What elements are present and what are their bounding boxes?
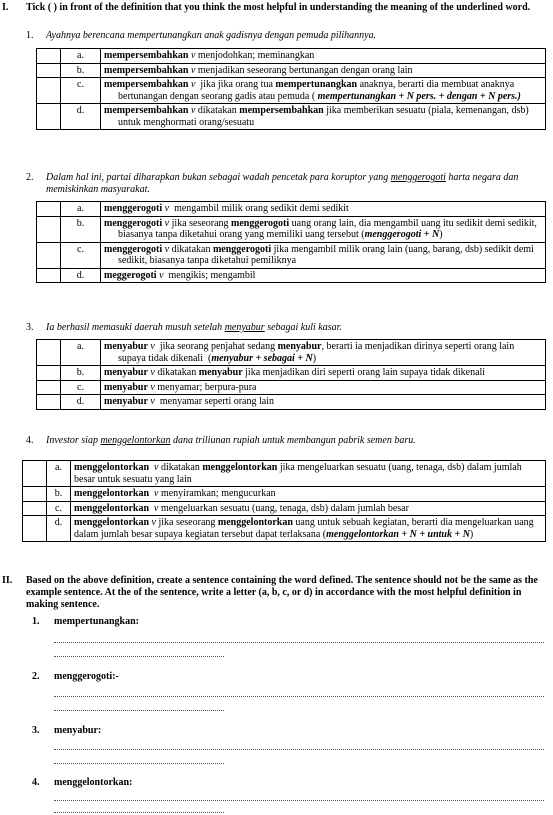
tick-box[interactable]	[23, 461, 47, 487]
option-text: menggelontorkan v jika seseorang menggelontorkan uang untuk sebuah kegiatan, berarti dia mengeluarkan uang dalam jumlah besar supaya kegiatan tersebut dapat terlaksana (menggelontorkan + N + untuk + N)	[71, 516, 546, 542]
option-text: menggelontorkan v menyiramkan; mengucurkan	[71, 487, 546, 502]
tick-box[interactable]	[37, 340, 61, 366]
option-row	[37, 366, 546, 381]
part1-instruction: Tick ( ) in front of the definition that you think the most helpful in understanding the meaning of the underlined word.	[26, 2, 531, 13]
option-text: mempersembahkan v menjadikan seseorang bertunangan dengan orang lain	[101, 63, 546, 78]
option-row	[23, 487, 546, 502]
option-text: menggelontorkan v mengeluarkan sesuatu (uang, tenaga, dsb) dalam jumlah besar	[71, 501, 546, 516]
tick-box[interactable]	[23, 487, 47, 502]
question-4-sentence: Investor siap menggelontorkan dana triliunan rupiah untuk membangun pabrik semen baru.	[46, 435, 416, 446]
tick-box[interactable]	[37, 216, 61, 242]
option-text: menggerogoti v dikatakan menggerogoti jika mengambil milik orang lain (uang, barang, dsb) sedikit demi sedikit, biasanya tanpa diketahui pemiliknya	[101, 242, 546, 268]
item-2-number: 2.	[32, 671, 40, 682]
question-1-sentence: Ayahnya berencana mempertunangkan anak gadisnya dengan pemuda pilihannya.	[46, 30, 377, 41]
option-letter: a.	[47, 461, 71, 487]
tick-box[interactable]	[23, 516, 47, 542]
option-letter: b.	[61, 216, 101, 242]
question-2-options-table	[36, 201, 546, 283]
tick-box[interactable]	[37, 268, 61, 283]
answer-line[interactable]	[54, 696, 544, 697]
option-row	[37, 49, 546, 64]
option-row	[23, 501, 546, 516]
underlined-word: menyabur	[224, 322, 265, 333]
option-letter: a.	[61, 340, 101, 366]
item-4-word: menggelontorkan:	[54, 777, 133, 788]
option-text: menggerogoti v jika seseorang menggerogoti uang orang lain, dia mengambil uang itu sedikit demi sedikit, biasanya tanpa diketahui orang yang memiliki uang tersebut (menggerogoti + N)	[101, 216, 546, 242]
option-row	[37, 104, 546, 130]
option-row	[23, 516, 546, 542]
answer-line[interactable]	[54, 763, 224, 764]
question-2-number: 2.	[26, 172, 34, 183]
question-4-options-table	[22, 460, 546, 542]
option-letter: d.	[61, 104, 101, 130]
option-letter: d.	[61, 268, 101, 283]
option-text: mempersembahkan v menjodohkan; meminangkan	[101, 49, 546, 64]
option-row	[37, 216, 546, 242]
option-row	[37, 380, 546, 395]
option-letter: a.	[61, 49, 101, 64]
option-row	[23, 461, 546, 487]
part2-numeral: II.	[2, 575, 13, 586]
item-4-number: 4.	[32, 777, 40, 788]
option-letter: c.	[47, 501, 71, 516]
option-row	[37, 202, 546, 217]
question-2-sentence: Dalam hal ini, partai diharapkan bukan sebagai wadah pencetak para koruptor yang menggerogoti harta negara dan memiskinkan masyarakat.	[46, 172, 519, 195]
item-3-number: 3.	[32, 725, 40, 736]
option-text: menyabur v menyamar; berpura-pura	[101, 380, 546, 395]
option-text: meggerogoti v mengikis; mengambil	[101, 268, 546, 283]
option-letter: b.	[61, 63, 101, 78]
underlined-word: menggelontorkan	[100, 435, 171, 446]
option-row	[37, 78, 546, 104]
option-letter: c.	[61, 242, 101, 268]
question-3-sentence: Ia berhasil memasuki daerah musuh setelah menyabur sebagai kuli kasar.	[46, 322, 342, 333]
option-row	[37, 268, 546, 283]
answer-line[interactable]	[54, 710, 224, 711]
tick-box[interactable]	[37, 78, 61, 104]
question-1-number: 1.	[26, 30, 34, 41]
question-3-options-table	[36, 339, 546, 410]
option-letter: d.	[61, 395, 101, 410]
tick-box[interactable]	[37, 104, 61, 130]
option-text: mempersembahkan v dikatakan mempersembahkan jika memberikan sesuatu (piala, kemenangan, dsb) untuk menghormati orang/sesuatu	[101, 104, 546, 130]
option-text: menyabur v jika seorang penjahat sedang menyabur, berarti ia menjadikan dirinya seperti orang lain supaya tidak dikenali (menyabur + sebagai + N)	[101, 340, 546, 366]
item-2-word: menggerogoti:-	[54, 671, 119, 682]
tick-box[interactable]	[23, 501, 47, 516]
option-row	[37, 242, 546, 268]
question-4-number: 4.	[26, 435, 34, 446]
answer-line[interactable]	[54, 642, 544, 643]
underlined-word: menggerogoti	[390, 172, 446, 183]
option-letter: b.	[61, 366, 101, 381]
option-letter: c.	[61, 78, 101, 104]
answer-line[interactable]	[54, 656, 224, 657]
option-text: menggelontorkan v dikatakan menggelontorkan jika mengeluarkan sesuatu (uang, tenaga, dsb) dalam jumlah besar untuk sesuatu yang lain	[71, 461, 546, 487]
option-letter: b.	[47, 487, 71, 502]
tick-box[interactable]	[37, 202, 61, 217]
answer-line[interactable]	[54, 800, 544, 801]
tick-box[interactable]	[37, 380, 61, 395]
item-3-word: menyabur:	[54, 725, 102, 736]
answer-line[interactable]	[54, 812, 224, 813]
answer-line[interactable]	[54, 749, 544, 750]
item-1-word: mempertunangkan:	[54, 616, 140, 627]
option-letter: d.	[47, 516, 71, 542]
part1-numeral: I.	[2, 2, 9, 13]
option-letter: a.	[61, 202, 101, 217]
option-row	[37, 63, 546, 78]
option-text: menggerogoti v mengambil milik orang sedikit demi sedikit	[101, 202, 546, 217]
option-row	[37, 395, 546, 410]
question-3-number: 3.	[26, 322, 34, 333]
option-text: menyabur v menyamar seperti orang lain	[101, 395, 546, 410]
tick-box[interactable]	[37, 63, 61, 78]
tick-box[interactable]	[37, 49, 61, 64]
item-1-number: 1.	[32, 616, 40, 627]
tick-box[interactable]	[37, 395, 61, 410]
tick-box[interactable]	[37, 242, 61, 268]
option-letter: c.	[61, 380, 101, 395]
option-row	[37, 340, 546, 366]
option-text: mempersembahkan v jika jika orang tua mempertunangkan anaknya, berarti dia membuat anaknya bertunangan dengan seorang gadis atau pemuda ( mempertunangkan + N pers. + dengan + N pers.)	[101, 78, 546, 104]
question-1-options-table	[36, 48, 546, 130]
tick-box[interactable]	[37, 366, 61, 381]
part2-instruction: Based on the above definition, create a sentence containing the word defined. The sentence should not be the same as the example sentence. At the of the sentence, write a letter (a, b, c, or d) in accordance with the most helpful definition in making sentence.	[26, 575, 538, 610]
option-text: menyabur v dikatakan menyabur jika menjadikan diri seperti orang lain supaya tidak dikenali	[101, 366, 546, 381]
